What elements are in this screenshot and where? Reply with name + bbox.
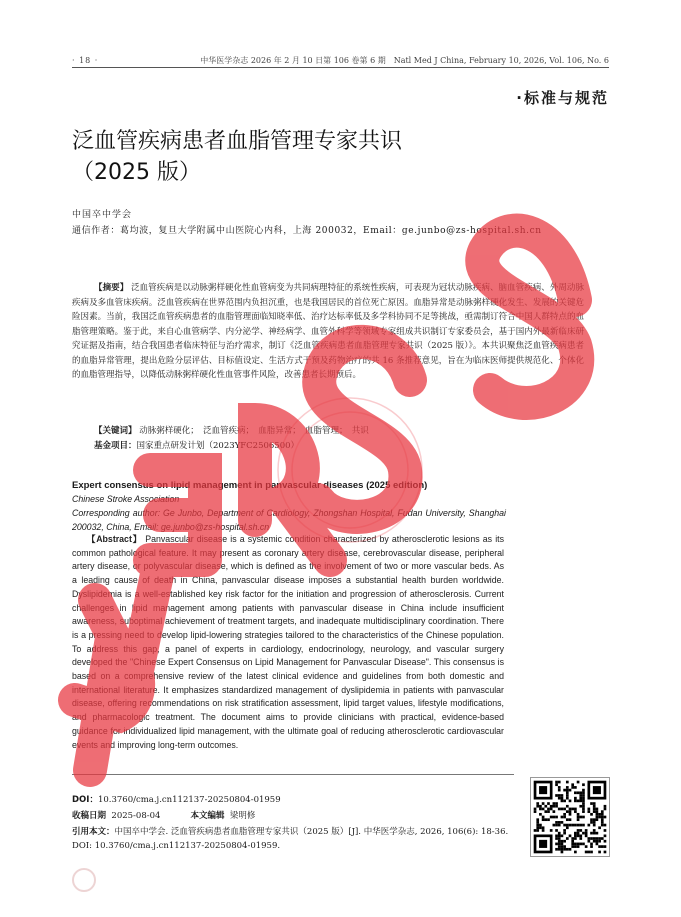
keywords [72,424,584,438]
funding-label: 基金项目： [94,441,137,451]
doi-label: DOI： [72,795,98,805]
author-organization: 中国卒中学会 [72,210,133,220]
received-label: 收稿日期 [72,811,107,821]
section-rule [72,774,514,775]
corresponding-author: 通信作者：葛均波，复旦大学附属中山医院心内科，上海 200032，Email：ge.junbo@zs-hospital.sh.cn [72,226,542,236]
abstract-label: 【摘要】 [94,283,129,293]
citation [72,825,522,853]
abstract-text: 泛血管疾病是以动脉粥样硬化性血管病变为共同病理特征的系统性疾病，可表现为冠状动脉疾病、脑血管疾病、外周动脉疾病及多血管床疾病。泛血管疾病在世界范围内负担沉重，也是我国居民的首位死亡原因。血脂异常是动脉粥样硬化发生、发展的关键危险因素。当前，我国泛血管疾病患者的血脂管理面临知晓率低、治疗达标率低及多学科协同不足等挑战，亟需制订符合中国人群特点的血脂管理策略。鉴于此，来自心血管病学、内分泌学、神经病学、血管外科学等领域专家组成共识制订专家委员会，基于国内外最新临床研究证据及指南，结合我国患者临床特征与治疗需求，制订《泛血管疾病患者血脂管理专家共识（2025 版）》。本共识聚焦泛血管疾病患者的血脂异常管理，提出危险分层评估、目标值设定、生活方式干预及药物治疗的共 16 条推荐意见，旨在为临床医师提供规范化、个体化的血脂管理指导，以降低动脉粥样硬化性血管事件风险，改善患者长期预后。 [72,283,584,380]
title-line-2: （2025 版） [72,160,201,185]
keywords-text: 动脉粥样硬化； 泛血管疾病； 血脂异常； 血脂管理； 共识 [139,426,369,436]
qr-code[interactable] [530,777,610,857]
funding-text: 国家重点研发计划（2023YFC2506500） [136,441,300,451]
header-rule [72,67,609,68]
publisher-logo [72,868,352,894]
received-date: 2025-08-04 [111,811,161,821]
english-abstract-text: Panvascular disease is a systemic condition characterized by atherosclerotic lesions as its common pathological feature. It may present as coronary artery disease, cerebrovascular disease, peripheral artery disease, or polyvascular disease, which is defined as the involvement of two or more vascular beds. As a leading cause of death in China, panvascular disease imposes a substantial health burden worldwide. Dyslipidemia is a well-established key risk factor for the initiation and progression of atherosclerosis. Current challenges in lipid management among patients with panvascular disease in China include insufficient awareness, suboptimal achievement of treatment targets, and inadequate multidisciplinary coordination. There is a pressing need to develop lipid-lowering strategies tailored to the characteristics of the Chinese population. To address this gap, a panel of experts in cardiology, endocrinology, neurology, and vascular surgery developed the "Chinese Expert Consensus on Lipid Management for Panvascular Disease". This consensus is based on a comprehensive review of the latest clinical evidence and guidelines from both domestic and international literature. It emphasizes standardized management of dyslipidemia in patients with panvascular disease, offering recommendations on risk stratification assessment, lipid target values, lifestyle modifications, and pharmacologic treatment. The document aims to provide clinicians with practical, evidence-based guidance for individualized lipid management, with the ultimate goal of reducing atherosclerotic cardiovascular events and improving long-term outcomes. [72,534,505,750]
qr-code-icon [531,778,609,856]
english-organization: Chinese Stroke Association [72,494,180,504]
doi-line [72,793,522,807]
doi-value[interactable]: 10.3760/cma.j.cn112137-20250804-01959 [97,795,281,805]
running-head: 中华医学杂志 2026 年 2 月 10 日第 106 卷第 6 期 Natl Med J China, February 10, 2026, Vol. 106, No. 6 [200,56,609,65]
editor-name: 梁明修 [229,811,256,821]
column-label: ·标准与规范 [516,89,609,107]
funding [72,439,584,453]
chinese-abstract [72,281,584,383]
editor-label: 本文编辑 [190,811,225,821]
cite-text: 中国卒中学会. 泛血管疾病患者血脂管理专家共识（2025 版）[J]. 中华医学杂志, 2026, 106(6): 18-36. DOI: 10.3760/cma.j.cn112137-20250804-01959. [72,827,509,851]
publisher-emblem-icon [72,868,96,892]
english-corresponding-author: Corresponding author: Ge Junbo, Department of Cardiology, Zhongshan Hospital, Fudan University, Shanghai 200032, China, Email: ge.junbo@zs-hospital.sh.cn [72,508,506,532]
title-line-1: 泛血管疾病患者血脂管理专家共识 [72,129,403,154]
english-abstract-label: 【Abstract】 [86,534,143,544]
article-title [72,126,542,188]
english-abstract [72,533,504,752]
date-line [72,809,522,823]
english-title: Expert consensus on lipid management in panvascular diseases (2025 edition) [72,480,428,491]
keywords-label: 【关键词】 [94,426,137,436]
page-number: · 18 · [72,56,99,65]
cite-label: 引用本文： [72,827,115,837]
